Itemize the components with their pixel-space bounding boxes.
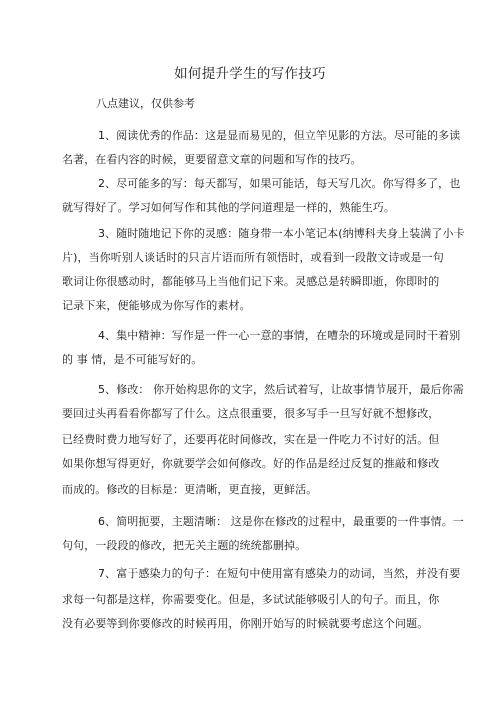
paragraph-2-line-1: 2、尽可能多的写：每天都写，如果可能话，每天写几次。你写得多了，也 [98,177,461,190]
paragraph-4-line-2: 的 事 情，是不可能写好的。 [62,353,203,366]
paragraph-7-line-2: 求每一句都是这样，你需要变化。但是，多试试能够吸引人的句子。而且，你 [62,593,440,606]
paragraph-1-line-2: 名著，在看内容的时候，更要留意文章的问题和写作的技巧。 [62,153,362,166]
paragraph-1-line-1: 1、阅读优秀的作品：这是显而易见的，但立竿见影的方法。尽可能的多读 [98,129,461,142]
paragraph-3-line-4: 记录下来，便能够成为你写作的素材。 [62,299,251,312]
paragraph-3-line-2: 片)，当你听别人谈话时的只言片语而所有领悟时，或看到一段散文诗或是一句 [62,251,444,264]
paragraph-4-line-1: 4、集中精神：写作是一件一心一意的事情，在嘈杂的环境或是同时干着别 [98,329,461,342]
paragraph-5-line-4: 如果你想写得更好，你就要学会如何修改。好的作品是经过反复的推敲和修改 [62,457,440,470]
paragraph-7-line-3: 没有必要等到你要修改的时候再用，你刚开始写的时候就要考虑这个问题。 [62,617,429,630]
paragraph-6-line-2: 句句，一段段的修改，把无关主题的统统都删掉。 [62,539,307,552]
paragraph-5-line-5: 而成的。修改的目标是：更清晰，更直接，更鲜活。 [62,483,318,496]
paragraph-6-line-1: 6、简明扼要，主题清晰： 这是你在修改的过程中，最重要的一件事情。一 [98,515,464,528]
paragraph-3-line-1: 3、随时随地记下你的灵感：随身带一本小笔记本(纳博科夫身上装满了小卡 [98,227,465,240]
paragraph-5-line-3: 已经费时费力地写好了，还要再花时间修改，实在是一件吃力不讨好的活。但 [62,433,440,446]
paragraph-5-line-2: 要回过头再看看你都写了什么。这点很重要，很多写手一旦写好就不想修改， [62,407,440,420]
document-title: 如何提升学生的写作技巧 [174,66,326,82]
document-subtitle: 八点建议，仅供参考 [96,97,195,110]
paragraph-3-line-3: 歌词让你很感动时，都能够马上当他们记下来。灵感总是转瞬即逝，你即时的 [62,275,440,288]
paragraph-2-line-2: 就写得好了。学习如何写作和其他的学问道理是一样的，熟能生巧。 [62,201,395,214]
paragraph-7-line-1: 7、富于感染力的句子：在短句中使用富有感染力的动词，当然，并没有要 [98,567,461,580]
paragraph-5-line-1: 5、修改： 你开始构思你的文字，然后试着写，让故事情节展开，最后你需 [98,383,464,396]
